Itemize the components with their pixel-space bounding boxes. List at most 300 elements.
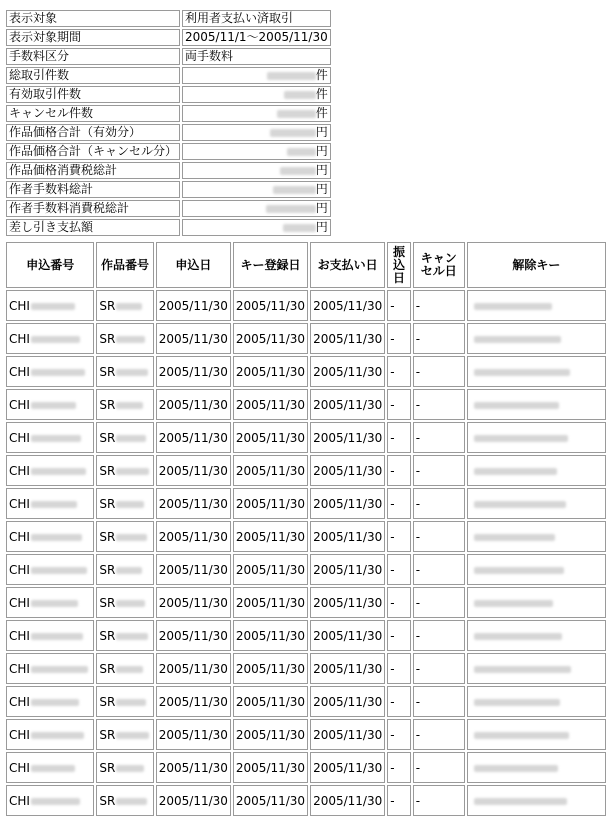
masked-value [270, 129, 316, 137]
cancel-date-cell-text: - [415, 562, 421, 577]
masked-value [280, 167, 316, 175]
product-number-cell-text: SR [99, 331, 116, 346]
masked-value [266, 205, 316, 213]
order-number-cell-text: CHI [9, 628, 30, 643]
transfer-date-cell [387, 521, 410, 552]
key-registration-date-cell-text: 2005/11/30 [235, 661, 306, 676]
product-number-cell [96, 356, 153, 387]
key-registration-date-cell-text: 2005/11/30 [235, 760, 306, 775]
masked-id [116, 534, 147, 541]
header-key-registration-date: キー登録日 [233, 242, 308, 288]
summary-label: 手数料区分 [6, 48, 180, 65]
transfer-date-cell [387, 389, 410, 420]
transfer-date-cell-text: - [390, 331, 395, 346]
key-registration-date-cell [233, 587, 308, 618]
payment-date-cell-text: 2005/11/30 [313, 694, 383, 709]
table-row [6, 356, 606, 387]
masked-id [31, 402, 76, 409]
masked-id [116, 402, 143, 409]
cancel-date-cell-text: - [415, 727, 421, 742]
unlock-key-cell [467, 323, 606, 354]
table-row [6, 752, 606, 783]
key-registration-date-cell-text: 2005/11/30 [235, 298, 306, 313]
cancel-date-cell [413, 620, 465, 651]
cancel-date-cell [413, 323, 465, 354]
masked-unlock-key [474, 600, 553, 607]
summary-value [182, 48, 331, 65]
payment-date-cell-text: 2005/11/30 [313, 397, 383, 412]
unlock-key-cell [467, 422, 606, 453]
key-registration-date-cell [233, 554, 308, 585]
masked-id [116, 369, 148, 376]
key-registration-date-cell-text: 2005/11/30 [235, 628, 306, 643]
payment-date-cell [310, 389, 385, 420]
transfer-date-cell-text: - [390, 595, 395, 610]
masked-id [31, 732, 84, 739]
masked-unlock-key [474, 798, 567, 805]
summary-value [182, 86, 331, 103]
cancel-date-cell-text: - [415, 529, 421, 544]
summary-unit: 円 [315, 201, 328, 215]
cancel-date-cell [413, 488, 465, 519]
table-row [6, 719, 606, 750]
transfer-date-cell [387, 554, 410, 585]
apply-date-cell-text: 2005/11/30 [158, 529, 228, 544]
key-registration-date-cell-text: 2005/11/30 [235, 694, 306, 709]
transfer-date-cell-text: - [390, 694, 395, 709]
table-row [6, 521, 606, 552]
summary-label: キャンセル件数 [6, 105, 180, 122]
masked-unlock-key [474, 732, 569, 739]
cancel-date-cell [413, 653, 465, 684]
order-number-cell-text: CHI [9, 397, 30, 412]
masked-unlock-key [474, 435, 568, 442]
key-registration-date-cell [233, 389, 308, 420]
order-number-cell-text: CHI [9, 727, 30, 742]
unlock-key-cell [467, 521, 606, 552]
payment-date-cell-text: 2005/11/30 [313, 298, 383, 313]
table-row [6, 587, 606, 618]
cancel-date-cell [413, 422, 465, 453]
summary-body [6, 10, 331, 236]
masked-unlock-key [474, 534, 555, 541]
key-registration-date-cell-text: 2005/11/30 [235, 463, 306, 478]
payment-date-cell [310, 719, 385, 750]
table-row [6, 620, 606, 651]
key-registration-date-cell [233, 752, 308, 783]
order-number-cell [6, 587, 94, 618]
summary-value [182, 67, 331, 84]
summary-value [182, 124, 331, 141]
masked-id [116, 798, 147, 805]
masked-id [31, 567, 87, 574]
payment-date-cell-text: 2005/11/30 [313, 364, 383, 379]
apply-date-cell [156, 521, 231, 552]
key-registration-date-cell-text: 2005/11/30 [235, 364, 306, 379]
masked-id [116, 435, 146, 442]
order-number-cell-text: CHI [9, 496, 30, 511]
transaction-body [6, 290, 606, 816]
order-number-cell [6, 356, 94, 387]
transfer-date-cell-text: - [390, 727, 395, 742]
summary-unit: 件 [315, 106, 328, 120]
masked-unlock-key [474, 666, 571, 673]
apply-date-cell-text: 2005/11/30 [158, 397, 228, 412]
payment-date-cell [310, 422, 385, 453]
unlock-key-cell [467, 290, 606, 321]
masked-id [31, 633, 83, 640]
table-row [6, 653, 606, 684]
cancel-date-cell-text: - [415, 628, 421, 643]
masked-value [273, 186, 316, 194]
cancel-date-cell [413, 719, 465, 750]
product-number-cell [96, 620, 153, 651]
masked-value [284, 91, 316, 99]
transfer-date-cell [387, 587, 410, 618]
apply-date-cell [156, 587, 231, 618]
key-registration-date-cell [233, 323, 308, 354]
cancel-date-cell [413, 290, 465, 321]
product-number-cell-text: SR [99, 562, 116, 577]
apply-date-cell-text: 2005/11/30 [158, 760, 228, 775]
key-registration-date-cell [233, 422, 308, 453]
payment-date-cell-text: 2005/11/30 [313, 760, 383, 775]
payment-date-cell-text: 2005/11/30 [313, 793, 383, 808]
order-number-cell [6, 785, 94, 816]
summary-value [182, 162, 331, 179]
summary-label: 作品価格合計（キャンセル分） [6, 143, 180, 160]
table-header-row [6, 242, 606, 288]
apply-date-cell [156, 422, 231, 453]
transfer-date-cell-text: - [390, 430, 395, 445]
product-number-cell-text: SR [99, 364, 116, 379]
order-number-cell [6, 422, 94, 453]
key-registration-date-cell-text: 2005/11/30 [235, 793, 306, 808]
apply-date-cell-text: 2005/11/30 [158, 793, 228, 808]
summary-row [6, 124, 331, 141]
apply-date-cell-text: 2005/11/30 [158, 562, 228, 577]
table-row [6, 554, 606, 585]
order-number-cell [6, 653, 94, 684]
table-row [6, 290, 606, 321]
cancel-date-cell [413, 389, 465, 420]
transfer-date-cell-text: - [390, 628, 395, 643]
transfer-date-cell-text: - [390, 529, 395, 544]
summary-unit: 円 [315, 220, 328, 234]
masked-id [116, 567, 142, 574]
product-number-cell-text: SR [99, 694, 116, 709]
masked-unlock-key [474, 699, 560, 706]
masked-id [31, 435, 81, 442]
apply-date-cell [156, 323, 231, 354]
masked-unlock-key [474, 567, 564, 574]
transfer-date-cell-text: - [390, 760, 395, 775]
cancel-date-cell-text: - [415, 694, 421, 709]
cancel-date-cell [413, 554, 465, 585]
product-number-cell [96, 455, 153, 486]
masked-unlock-key [474, 402, 559, 409]
payment-date-cell-text: 2005/11/30 [313, 727, 383, 742]
payment-date-cell [310, 620, 385, 651]
payment-date-cell [310, 455, 385, 486]
payment-date-cell-text: 2005/11/30 [313, 529, 383, 544]
key-registration-date-cell [233, 521, 308, 552]
transfer-date-cell [387, 686, 410, 717]
payment-date-cell [310, 290, 385, 321]
summary-value-text: 両手数料 [185, 49, 234, 63]
summary-value-text: 利用者支払い済取引 [185, 11, 294, 25]
key-registration-date-cell [233, 719, 308, 750]
summary-value [182, 181, 331, 198]
product-number-cell [96, 785, 153, 816]
unlock-key-cell [467, 455, 606, 486]
product-number-cell [96, 587, 153, 618]
apply-date-cell [156, 785, 231, 816]
product-number-cell-text: SR [99, 463, 116, 478]
summary-row [6, 10, 331, 27]
order-number-cell-text: CHI [9, 661, 30, 676]
masked-id [116, 303, 142, 310]
header-transfer-date: 振込日 [387, 242, 410, 288]
payment-date-cell-text: 2005/11/30 [313, 496, 383, 511]
masked-id [116, 699, 146, 706]
payment-date-cell [310, 587, 385, 618]
summary-row [6, 200, 331, 217]
cancel-date-cell-text: - [415, 364, 421, 379]
payment-date-cell [310, 554, 385, 585]
order-number-cell [6, 488, 94, 519]
key-registration-date-cell [233, 620, 308, 651]
summary-row [6, 162, 331, 179]
cancel-date-cell-text: - [415, 397, 421, 412]
key-registration-date-cell [233, 488, 308, 519]
cancel-date-cell [413, 356, 465, 387]
transfer-date-cell [387, 323, 410, 354]
key-registration-date-cell-text: 2005/11/30 [235, 595, 306, 610]
summary-label: 総取引件数 [6, 67, 180, 84]
apply-date-cell [156, 389, 231, 420]
summary-label: 作品価格消費税総計 [6, 162, 180, 179]
key-registration-date-cell-text: 2005/11/30 [235, 430, 306, 445]
cancel-date-cell [413, 686, 465, 717]
apply-date-cell [156, 686, 231, 717]
payment-date-cell-text: 2005/11/30 [313, 628, 383, 643]
masked-id [31, 699, 79, 706]
masked-id [31, 501, 77, 508]
order-number-cell [6, 752, 94, 783]
transfer-date-cell [387, 422, 410, 453]
unlock-key-cell [467, 587, 606, 618]
apply-date-cell-text: 2005/11/30 [158, 364, 228, 379]
masked-id [31, 336, 80, 343]
masked-id [116, 633, 148, 640]
summary-label: 表示対象 [6, 10, 180, 27]
masked-unlock-key [474, 765, 558, 772]
summary-unit: 円 [315, 163, 328, 177]
key-registration-date-cell-text: 2005/11/30 [235, 562, 306, 577]
table-row [6, 323, 606, 354]
summary-value [182, 10, 331, 27]
order-number-cell-text: CHI [9, 793, 30, 808]
apply-date-cell-text: 2005/11/30 [158, 331, 228, 346]
order-number-cell-text: CHI [9, 463, 30, 478]
transfer-date-cell-text: - [390, 364, 395, 379]
payment-date-cell-text: 2005/11/30 [313, 661, 383, 676]
summary-row [6, 29, 331, 46]
header-cancel-date: キャンセル日 [413, 242, 465, 288]
masked-value [267, 72, 316, 80]
masked-unlock-key [474, 303, 552, 310]
apply-date-cell [156, 554, 231, 585]
header-product-number: 作品番号 [96, 242, 153, 288]
summary-label: 差し引き支払額 [6, 219, 180, 236]
masked-unlock-key [474, 633, 562, 640]
apply-date-cell-text: 2005/11/30 [158, 496, 228, 511]
order-number-cell-text: CHI [9, 331, 30, 346]
masked-id [116, 765, 144, 772]
apply-date-cell [156, 290, 231, 321]
product-number-cell-text: SR [99, 496, 116, 511]
transfer-date-cell-text: - [390, 397, 395, 412]
table-row [6, 686, 606, 717]
transfer-date-cell-text: - [390, 298, 395, 313]
summary-label: 作品価格合計（有効分） [6, 124, 180, 141]
transaction-table [4, 240, 608, 818]
key-registration-date-cell [233, 785, 308, 816]
order-number-cell [6, 554, 94, 585]
masked-value [277, 110, 316, 118]
transfer-date-cell [387, 356, 410, 387]
product-number-cell [96, 554, 153, 585]
product-number-cell [96, 488, 153, 519]
masked-id [31, 666, 88, 673]
product-number-cell-text: SR [99, 793, 116, 808]
summary-row [6, 181, 331, 198]
cancel-date-cell [413, 455, 465, 486]
transfer-date-cell-text: - [390, 496, 395, 511]
cancel-date-cell-text: - [415, 595, 421, 610]
masked-value [287, 148, 316, 156]
payment-date-cell [310, 653, 385, 684]
summary-value [182, 29, 331, 46]
product-number-cell [96, 686, 153, 717]
order-number-cell [6, 455, 94, 486]
product-number-cell-text: SR [99, 661, 116, 676]
apply-date-cell [156, 488, 231, 519]
table-row [6, 488, 606, 519]
payment-date-cell [310, 752, 385, 783]
product-number-cell [96, 323, 153, 354]
product-number-cell [96, 389, 153, 420]
summary-unit: 円 [315, 144, 328, 158]
unlock-key-cell [467, 488, 606, 519]
apply-date-cell [156, 752, 231, 783]
product-number-cell-text: SR [99, 529, 116, 544]
order-number-cell [6, 719, 94, 750]
order-number-cell [6, 686, 94, 717]
product-number-cell [96, 752, 153, 783]
order-number-cell-text: CHI [9, 364, 30, 379]
unlock-key-cell [467, 686, 606, 717]
product-number-cell-text: SR [99, 595, 116, 610]
apply-date-cell [156, 719, 231, 750]
order-number-cell-text: CHI [9, 430, 30, 445]
transfer-date-cell-text: - [390, 793, 395, 808]
masked-id [116, 468, 149, 475]
masked-unlock-key [474, 336, 561, 343]
key-registration-date-cell [233, 653, 308, 684]
summary-unit: 件 [315, 68, 328, 82]
table-row [6, 785, 606, 816]
unlock-key-cell [467, 620, 606, 651]
payment-date-cell [310, 785, 385, 816]
transfer-date-cell-text: - [390, 463, 395, 478]
summary-unit: 件 [315, 87, 328, 101]
order-number-cell-text: CHI [9, 562, 30, 577]
masked-id [31, 600, 78, 607]
masked-id [116, 501, 144, 508]
payment-date-cell [310, 488, 385, 519]
order-number-cell-text: CHI [9, 529, 30, 544]
header-unlock-key: 解除キー [467, 242, 606, 288]
header-apply-date: 申込日 [156, 242, 231, 288]
masked-id [116, 666, 143, 673]
order-number-cell-text: CHI [9, 595, 30, 610]
unlock-key-cell [467, 653, 606, 684]
key-registration-date-cell-text: 2005/11/30 [235, 496, 306, 511]
masked-id [31, 303, 75, 310]
masked-id [116, 732, 149, 739]
table-row [6, 389, 606, 420]
table-row [6, 455, 606, 486]
payment-date-cell-text: 2005/11/30 [313, 430, 383, 445]
summary-value [182, 200, 331, 217]
order-number-cell [6, 620, 94, 651]
summary-row [6, 48, 331, 65]
summary-value [182, 105, 331, 122]
unlock-key-cell [467, 554, 606, 585]
summary-unit: 円 [315, 182, 328, 196]
key-registration-date-cell-text: 2005/11/30 [235, 331, 306, 346]
payment-date-cell [310, 323, 385, 354]
summary-label: 表示対象期間 [6, 29, 180, 46]
summary-unit: 円 [315, 125, 328, 139]
cancel-date-cell-text: - [415, 298, 421, 313]
unlock-key-cell [467, 785, 606, 816]
apply-date-cell [156, 356, 231, 387]
unlock-key-cell [467, 719, 606, 750]
masked-id [31, 534, 82, 541]
transfer-date-cell-text: - [390, 661, 395, 676]
cancel-date-cell-text: - [415, 661, 421, 676]
summary-row [6, 219, 331, 236]
masked-unlock-key [474, 369, 570, 376]
key-registration-date-cell-text: 2005/11/30 [235, 529, 306, 544]
apply-date-cell-text: 2005/11/30 [158, 727, 228, 742]
transfer-date-cell [387, 455, 410, 486]
apply-date-cell-text: 2005/11/30 [158, 463, 228, 478]
summary-row [6, 67, 331, 84]
cancel-date-cell-text: - [415, 760, 421, 775]
order-number-cell [6, 290, 94, 321]
apply-date-cell-text: 2005/11/30 [158, 430, 228, 445]
apply-date-cell [156, 653, 231, 684]
product-number-cell-text: SR [99, 298, 116, 313]
header-payment-date: お支払い日 [310, 242, 385, 288]
masked-id [31, 369, 85, 376]
product-number-cell [96, 653, 153, 684]
masked-id [31, 798, 80, 805]
